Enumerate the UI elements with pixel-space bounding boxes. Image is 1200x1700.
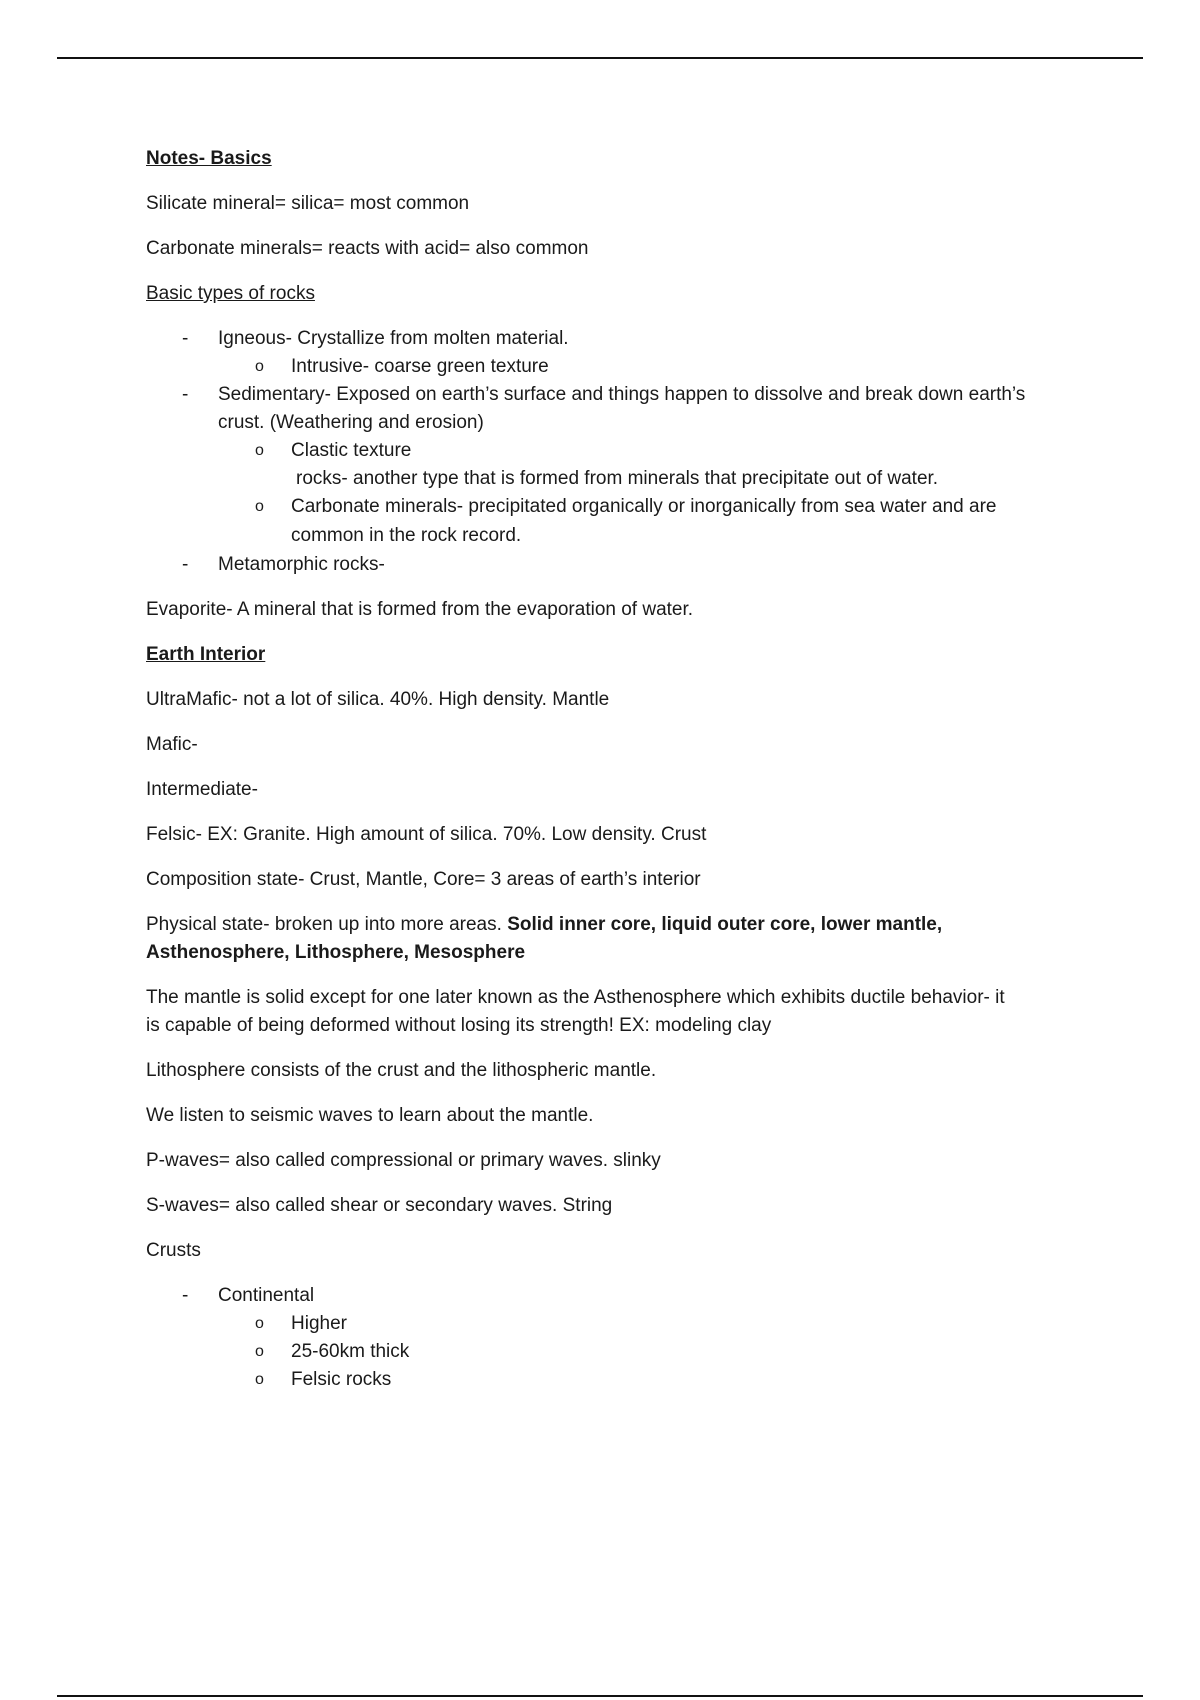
mantle-text-1: The mantle is solid except for one later known as the Asthenosphere which exhibits ductile behavior- it (146, 987, 1005, 1008)
list-item-sedimentary-cont (146, 409, 1086, 437)
physical-state-bold-1: Solid inner core, liquid outer core, lower mantle, (507, 914, 943, 935)
sedimentary-text-2: crust. (Weathering and erosion) (218, 412, 484, 433)
list-item-clastic (146, 437, 1086, 465)
felsic-rocks-text: Felsic rocks (291, 1369, 392, 1390)
clastic-text: Clastic texture (291, 440, 412, 461)
carbonate-text-1: Carbonate minerals- precipitated organically or inorganically from sea water and are (291, 496, 997, 517)
dash-bullet: - (182, 1285, 189, 1306)
composition-line: Composition state- Crust, Mantle, Core= 3 areas of earth’s interior (146, 869, 701, 890)
intrusive-text: Intrusive- coarse green texture (291, 356, 549, 377)
list-item-sedimentary (146, 381, 1086, 409)
evaporite-line: Evaporite- A mineral that is formed from the evaporation of water. (146, 599, 694, 620)
dash-bullet: - (182, 384, 189, 405)
higher-text: Higher (291, 1313, 347, 1334)
list-item-carbonate (146, 493, 1086, 521)
physical-state-text: Physical state- broken up into more areas. (146, 914, 508, 935)
silicate-line: Silicate mineral= silica= most common (146, 193, 470, 214)
list-item-felsic-rocks (146, 1366, 1086, 1394)
notes-basics-heading: Notes- Basics (146, 148, 272, 169)
dash-bullet: - (182, 554, 189, 575)
carbonate-line: Carbonate minerals= reacts with acid= also common (146, 238, 589, 259)
s-waves-line: S-waves= also called shear or secondary waves. String (146, 1195, 613, 1216)
circle-bullet: o (255, 1343, 264, 1360)
igneous-text: Igneous- Crystallize from molten material. (218, 328, 569, 349)
footer-rule (57, 1695, 1143, 1697)
list-item-metamorphic (146, 551, 1086, 579)
thickness-text: 25-60km thick (291, 1341, 410, 1362)
sedimentary-text-1: Sedimentary- Exposed on earth’s surface and things happen to dissolve and break down earth’s (218, 384, 1026, 405)
list-item-intrusive (146, 353, 1086, 381)
list-item-higher (146, 1310, 1086, 1338)
circle-bullet: o (255, 358, 264, 375)
circle-bullet: o (255, 442, 264, 459)
lithosphere-line: Lithosphere consists of the crust and the lithospheric mantle. (146, 1060, 657, 1081)
circle-bullet: o (255, 1315, 264, 1332)
basic-types-heading: Basic types of rocks (146, 283, 315, 304)
felsic-line: Felsic- EX: Granite. High amount of silica. 70%. Low density. Crust (146, 824, 707, 845)
earth-interior-heading: Earth Interior (146, 644, 266, 665)
ultramafic-line: UltraMafic- not a lot of silica. 40%. High density. Mantle (146, 689, 610, 710)
list-item-carbonate-cont: common in the rock record. (291, 525, 522, 546)
mantle-paragraph (146, 984, 1086, 1040)
document-body (146, 145, 1086, 1411)
list-item-igneous (146, 325, 1086, 353)
intermediate-line: Intermediate- (146, 779, 258, 800)
physical-state-bold-2: Asthenosphere, Lithosphere, Mesosphere (146, 942, 526, 963)
circle-bullet: o (255, 498, 264, 515)
rock-types-list (146, 325, 1086, 579)
list-item-rocks-another: rocks- another type that is formed from minerals that precipitate out of water. (296, 468, 939, 489)
continental-text: Continental (218, 1285, 315, 1306)
mantle-text-2: is capable of being deformed without losing its strength! EX: modeling clay (146, 1015, 772, 1036)
crusts-heading: Crusts (146, 1240, 201, 1261)
crusts-list (146, 1282, 1086, 1394)
header-rule (57, 57, 1143, 59)
mafic-line: Mafic- (146, 734, 198, 755)
metamorphic-text: Metamorphic rocks- (218, 554, 385, 575)
circle-bullet: o (255, 1371, 264, 1388)
list-item-continental (146, 1282, 1086, 1310)
list-item-thickness (146, 1338, 1086, 1366)
physical-state-paragraph (146, 911, 1086, 967)
dash-bullet: - (182, 328, 189, 349)
p-waves-line: P-waves= also called compressional or primary waves. slinky (146, 1150, 661, 1171)
seismic-line: We listen to seismic waves to learn about the mantle. (146, 1105, 594, 1126)
